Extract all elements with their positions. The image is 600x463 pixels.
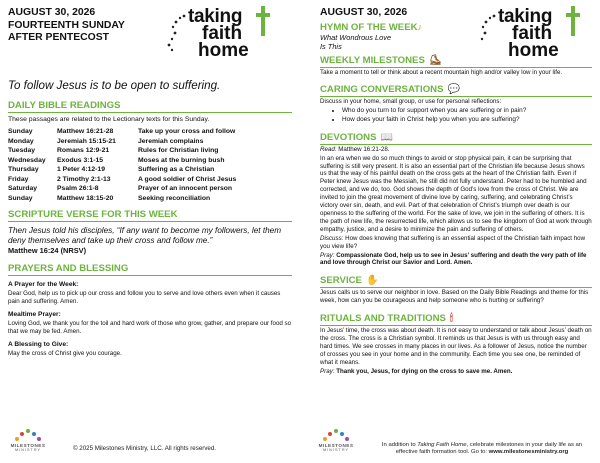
question-list [320, 107, 592, 123]
hymn-title: What Wondrous Love Is This [320, 32, 392, 51]
date-line: AUGUST 30, 2026 [8, 7, 96, 18]
scripture-verse-text: Then Jesus told his disciples, “If any want to become my followers, let them deny themselves and take up their cross and follow me.” [8, 225, 282, 245]
logo-line: home [198, 40, 249, 61]
caring-intro: Discuss in your home, small group, or use for personal reflections: [320, 98, 502, 106]
table-row [8, 195, 236, 205]
reading-day: Sunday [8, 127, 33, 135]
music-note-icon: ♪ [417, 21, 423, 33]
devotions-heading: DEVOTIONS 📖 [320, 132, 592, 145]
prayers-and-blessing-heading: PRAYERS AND BLESSING [8, 263, 292, 276]
footprints-icon [476, 14, 498, 54]
brand-sub: MINISTRY [14, 448, 42, 452]
reading-ref: Matthew 18:15-20 [57, 195, 114, 203]
copyright-text: © 2025 Milestones Ministry, LLC. All rights reserved. [73, 445, 217, 452]
readings-intro: These passages are related to the Lectionary texts for this Sunday. [8, 115, 210, 123]
logo-line: faith [512, 23, 553, 44]
reading-day: Saturday [8, 185, 38, 193]
table-row [8, 185, 236, 195]
speech-bubble-icon: 💬 [447, 84, 460, 96]
brand-name: MILESTONES [318, 443, 354, 448]
milestones-text: Take a moment to tell or think about a recent mountain high and/or valley low in your life. [320, 68, 563, 76]
list-item: • How does your faith in Christ help you when you are suffering? [342, 116, 592, 124]
cross-icon [566, 6, 580, 36]
cross-icon [256, 6, 270, 36]
reading-title: Rules for Christian living [138, 147, 219, 155]
reading-ref: 2 Timothy 2:1-13 [57, 175, 111, 183]
service-text: Jesus calls us to serve our neighbor in love. Based on the Daily Bible Readings and theme for this week, how can you be courageous and help someone who is hurting or suffering? [320, 289, 589, 305]
prayer-text: Dear God, help us to pick up our cross and follow you to serve and love others even when it causes pain and suffering. Amen. [8, 289, 281, 305]
reading-day: Monday [8, 137, 34, 145]
daily-bible-readings-heading: DAILY BIBLE READINGS [8, 100, 292, 113]
table-row [8, 157, 236, 167]
reading-day: Friday [8, 175, 29, 183]
logo-line: home [508, 40, 559, 61]
book-icon: 📖 [380, 131, 393, 143]
prayer-title: A Prayer for the Week: [8, 280, 79, 288]
devotion-body: In an era when we do so much things to avoid or stop physical pain, it can be surprising that suffering is still very present. It is also an essential part of the Christian life because Jesus shows us that the way of his painful death on the cross gets at the heart of the Christian faith. Even if Peter knew Jesus was the Messiah, he still did not fully understand. Peter had to be humbled and corrected, and we do, too. God shows the depth of God’s love from the cross of Christ. We are invited to join the great movement of divine love by caring, suffering, and celebrating Christ’s victory over sin, death, and evil. Part of that celebration of Christ’s triumph over death is our openness to the suffering of the world. For the sake of love, we join in the suffering of others. It is the path of new life, the resurrected life, which allows us to see the kingdom of God at work through empathy, justice, and a desire to minimize the pain and suffering of others. [320, 154, 592, 233]
reading-ref: Romans 12:9-21 [57, 147, 110, 155]
taking-faith-home-logo [476, 4, 586, 74]
footer-note: In addition to Taking Faith Home, celebrate milestones in your daily life as an effective faith formation tool. Go to: www.milestonesministry.org [381, 441, 583, 456]
list-item: • Who do you turn to for support when you are suffering or in pain? [342, 107, 592, 115]
prayer-text: May the cross of Christ give you courage. [8, 349, 122, 357]
footprints-icon [166, 14, 188, 54]
table-row [8, 166, 236, 176]
scripture-reference: Matthew 16:24 (NRSV) [8, 245, 87, 255]
season-line: AFTER PENTECOST [8, 32, 110, 43]
shoe-icon: ⛸ [428, 54, 442, 66]
reading-day: Thursday [8, 166, 39, 174]
milestones-dots-icon [15, 429, 41, 443]
reading-day: Sunday [8, 195, 33, 203]
reading-day: Tuesday [8, 147, 36, 155]
right-page [300, 0, 600, 463]
rituals-text: In Jesus’ time, the cross was about death. It is not easy to understand or talk about Jesus’ death on the cross. The cross is a Christian symbol. It reminds us that Jesus is with us through easy and hard times. We see crosses in many places in our lives. As a follower of Jesus, notice the number of crosses you see in your home and in the community. Each time you see one, be reminded of what it means. [320, 327, 592, 366]
taking-faith-home-logo [166, 4, 276, 74]
candle-icon: 🕯 [449, 313, 453, 325]
prayer-text: Loving God, we thank you for the toil and hard work of those who grow, gather, and prepare our food so that we may be fed. Amen. [8, 319, 292, 335]
hymn-heading: HYMN OF THE WEEK ♪ [320, 21, 423, 33]
reading-title: Take up your cross and follow [138, 127, 236, 135]
logo-line: faith [202, 23, 243, 44]
service-heading: SERVICE ✋ [320, 275, 592, 288]
theme-tagline: To follow Jesus is to be open to suffering. [8, 78, 221, 92]
brand-sub: MINISTRY [322, 448, 350, 452]
reading-ref: Jeremiah 15:15-21 [57, 137, 116, 145]
caring-conversations-heading: CARING CONVERSATIONS 💬 [320, 84, 592, 97]
reading-ref: Matthew 16:21-28 [57, 127, 114, 135]
sunday-line: FOURTEENTH SUNDAY [8, 19, 125, 31]
logo-line: taking [188, 6, 243, 27]
helping-hand-icon: ✋ [365, 275, 379, 287]
discuss-line: Discuss: How does knowing that suffering is an essential aspect of the Christian faith impact how you view life? [320, 234, 586, 250]
reading-title: Jeremiah complains [138, 137, 204, 145]
prayer-title: A Blessing to Give: [8, 340, 69, 348]
logo-line: taking [498, 6, 553, 27]
reading-day: Wednesday [8, 156, 46, 164]
table-row [8, 128, 236, 138]
table-row [8, 138, 236, 148]
milestones-logo [8, 429, 48, 457]
table-row [8, 176, 236, 186]
reading-title: Suffering as a Christian [138, 166, 215, 174]
readings-table [8, 128, 236, 205]
reading-title: A good soldier of Christ Jesus [138, 175, 237, 183]
reading-title: Moses at the burning bush [138, 156, 225, 164]
reading-title: Seeking reconciliation [138, 195, 211, 203]
milestones-logo [316, 429, 356, 457]
weekly-milestones-heading: WEEKLY MILESTONES ⛸ [320, 55, 592, 68]
scripture-verse-heading: SCRIPTURE VERSE FOR THIS WEEK [8, 209, 292, 222]
date-heading: AUGUST 30, 2026 [320, 7, 408, 18]
reading-ref: Psalm 26:1-8 [57, 185, 99, 193]
rituals-and-traditions-heading: RITUALS AND TRADITIONS 🕯 [320, 313, 592, 326]
website-link[interactable]: www.milestonesministry.org [488, 449, 569, 456]
pray-line: Pray: Compassionate God, help us to see in Jesus’ suffering and death the very path of life and love through Christ our Savior and Lord. Amen. [320, 251, 587, 267]
milestones-dots-icon [323, 429, 349, 443]
rituals-pray-line: Pray: Thank you, Jesus, for dying on the cross to save me. Amen. [320, 367, 513, 375]
brand-name: MILESTONES [10, 443, 46, 448]
reading-ref: Exodus 3:1-15 [57, 156, 104, 164]
reading-ref: 1 Peter 4:12-19 [57, 166, 105, 174]
prayer-title: Mealtime Prayer: [8, 310, 61, 318]
reading-title: Prayer of an innocent person [138, 185, 233, 193]
read-line: Read: Matthew 16:21-28. [320, 145, 390, 153]
table-row [8, 147, 236, 157]
